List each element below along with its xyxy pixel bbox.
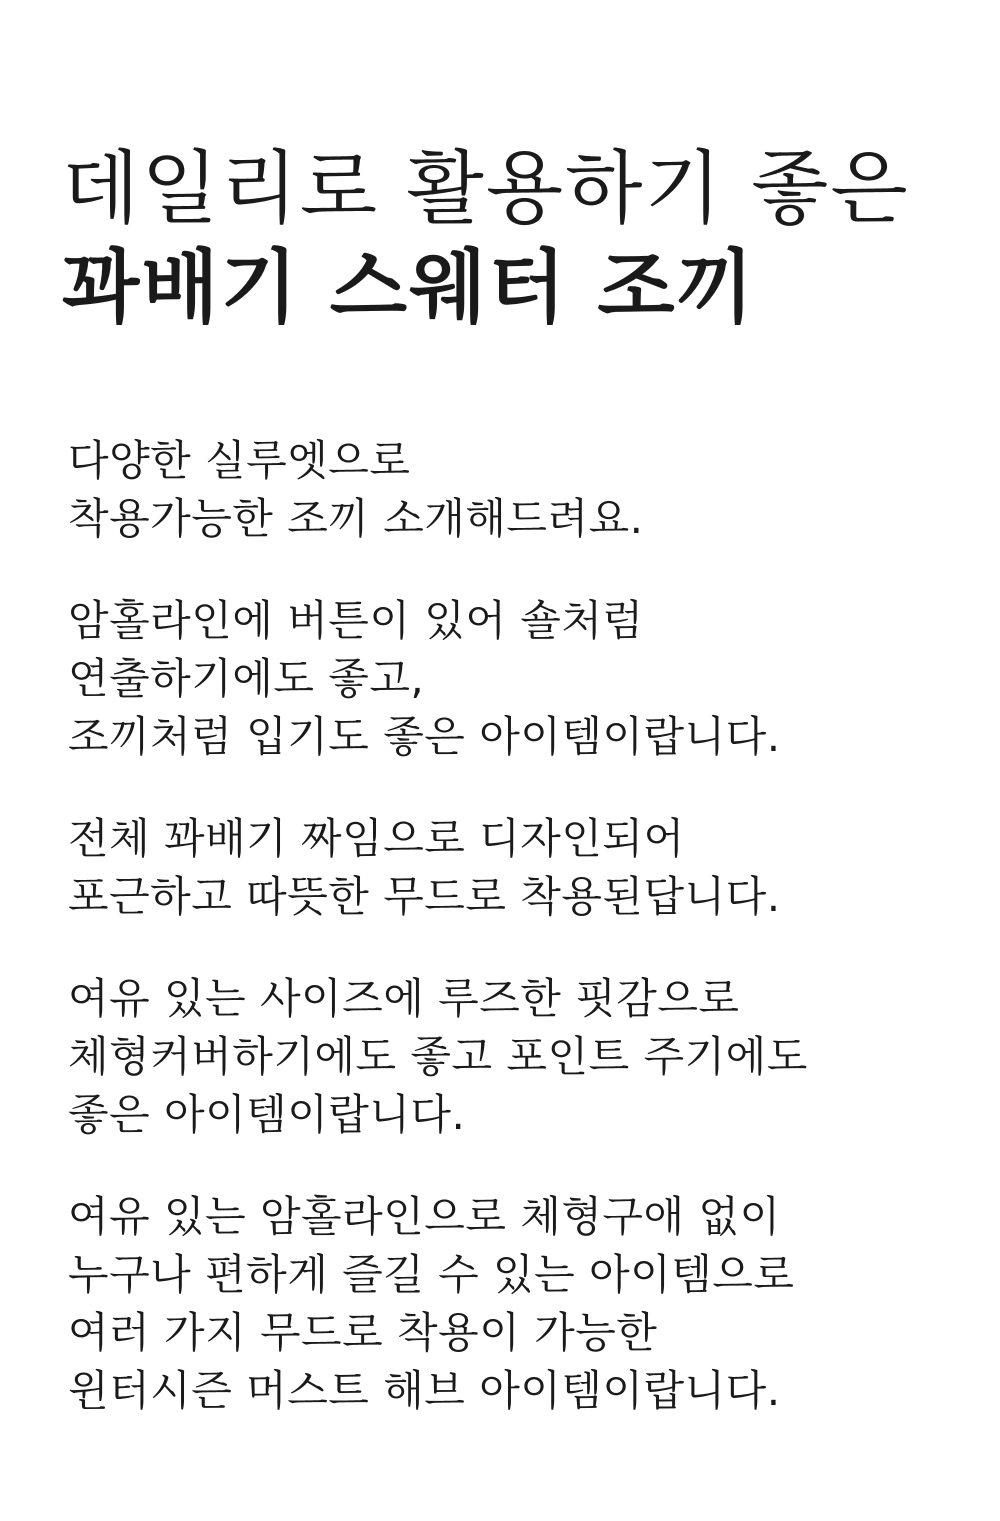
paragraph-line: 누구나 편하게 즐길 수 있는 아이템으로 <box>68 1250 795 1299</box>
paragraph-line: 조끼처럼 입기도 좋은 아이템이랍니다. <box>68 712 781 761</box>
paragraph-line: 체형커버하기에도 좋고 포인트 주기에도 <box>68 1032 808 1081</box>
paragraph-line: 연출하기에도 좋고, <box>68 654 425 703</box>
title-line-2: 꽈배기 스웨터 조끼 <box>62 240 756 334</box>
paragraph-line: 착용가능한 조끼 소개해드려요. <box>68 494 644 543</box>
paragraph-loose-fit <box>68 970 968 1144</box>
paragraph-winter-must-have <box>68 1188 968 1420</box>
title-line-1: 데일리로 활용하기 좋은 <box>62 142 910 235</box>
paragraph-line: 포근하고 따뜻한 무드로 착용된답니다. <box>68 872 781 921</box>
title-block <box>62 140 962 336</box>
paragraph-armhole-buttons <box>68 592 968 766</box>
paragraph-line: 다양한 실루엣으로 <box>68 436 411 485</box>
description-body <box>68 432 968 1464</box>
paragraph-line: 여유 있는 사이즈에 루즈한 핏감으로 <box>68 974 740 1023</box>
paragraph-cable-knit <box>68 810 968 926</box>
paragraph-line: 윈터시즌 머스트 해브 아이템이랍니다. <box>68 1366 781 1415</box>
paragraph-line: 좋은 아이템이랍니다. <box>68 1090 466 1139</box>
paragraph-intro <box>68 432 968 548</box>
paragraph-line: 전체 꽈배기 짜임으로 디자인되어 <box>68 814 685 863</box>
paragraph-line: 암홀라인에 버튼이 있어 숄처럼 <box>68 596 644 645</box>
paragraph-line: 여유 있는 암홀라인으로 체형구애 없이 <box>68 1192 781 1241</box>
paragraph-line: 여러 가지 무드로 착용이 가능한 <box>68 1308 658 1357</box>
